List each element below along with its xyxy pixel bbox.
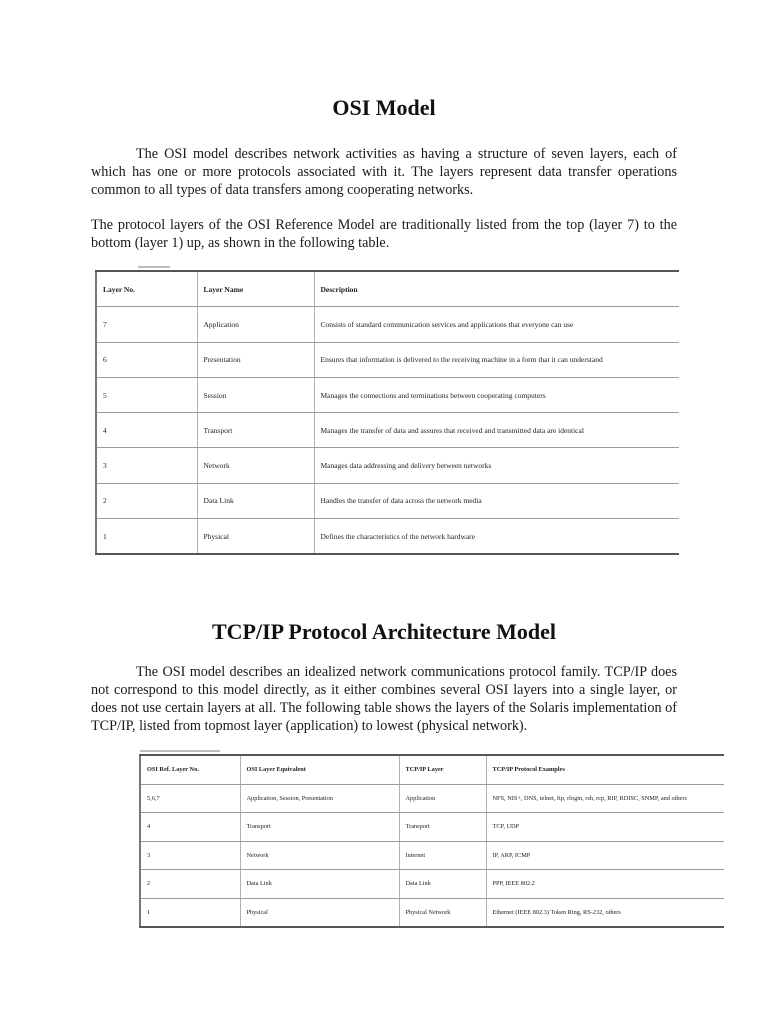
table-cell: Handles the transfer of data across the network media xyxy=(314,483,679,518)
column-header: TCP/IP Protocol Examples xyxy=(486,755,724,784)
table-caption-remnant xyxy=(138,266,170,268)
table-cell: Internet xyxy=(399,841,486,870)
table-cell: Consists of standard communication services and applications that everyone can use xyxy=(314,307,679,342)
table-row xyxy=(140,870,724,899)
column-header: OSI Layer Equivalent xyxy=(240,755,399,784)
table-cell: Ethernet (IEEE 802.3) Token Ring, RS-232, others xyxy=(486,898,724,927)
column-header: Layer No. xyxy=(96,271,197,307)
table-cell: Application, Session, Presentation xyxy=(240,784,399,813)
table-cell: Network xyxy=(197,448,314,483)
table-cell: Manages the transfer of data and assures that received and transmitted data are identical xyxy=(314,413,679,448)
table-cell: Application xyxy=(399,784,486,813)
table-cell: 4 xyxy=(96,413,197,448)
table-cell: NFS, NIS+, DNS, telnet, ftp, rlogin, rsh, rcp, RIP, RDISC, SNMP, and others xyxy=(486,784,724,813)
table-header-row xyxy=(140,755,724,784)
column-header: Description xyxy=(314,271,679,307)
table-cell: TCP, UDP xyxy=(486,813,724,842)
table-cell: Physical Network xyxy=(399,898,486,927)
table-cell: Physical xyxy=(240,898,399,927)
table-cell: IP, ARP, ICMP xyxy=(486,841,724,870)
table-cell: 1 xyxy=(96,519,197,555)
table-row xyxy=(140,898,724,927)
table-cell: 3 xyxy=(140,841,240,870)
table-row xyxy=(96,448,679,483)
table-cell: Data Link xyxy=(197,483,314,518)
table-row xyxy=(140,784,724,813)
table-cell: Presentation xyxy=(197,342,314,377)
table-cell: 5 xyxy=(96,377,197,412)
table-cell: Data Link xyxy=(240,870,399,899)
table-row xyxy=(140,841,724,870)
osi-table-intro-paragraph: The protocol layers of the OSI Reference Model are traditionally listed from the top (layer 7) to the bottom (layer 1) up, as shown in the following table. xyxy=(91,217,677,251)
table-cell: Defines the characteristics of the network hardware xyxy=(314,519,679,555)
table-caption-remnant xyxy=(140,750,220,752)
table-cell: 1 xyxy=(140,898,240,927)
table-cell: Session xyxy=(197,377,314,412)
table-cell: Transport xyxy=(197,413,314,448)
table-cell: 2 xyxy=(140,870,240,899)
osi-intro-text: The OSI model describes network activities as having a structure of seven layers, each of which has one or more protocols associated with it. The layers represent data transfer operations common to all types of data transfers among cooperating networks. xyxy=(91,146,677,198)
table-cell: PPP, IEEE 802.2 xyxy=(486,870,724,899)
table-cell: Transport xyxy=(240,813,399,842)
table-row xyxy=(96,413,679,448)
table-row xyxy=(96,377,679,412)
osi-intro-paragraph xyxy=(91,145,677,199)
table-cell: Ensures that information is delivered to the receiving machine in a form that it can understand xyxy=(314,342,679,377)
table-header-row xyxy=(96,271,679,307)
table-cell: Physical xyxy=(197,519,314,555)
table-cell: 3 xyxy=(96,448,197,483)
table-row xyxy=(96,342,679,377)
table-cell: Manages the connections and terminations between cooperating computers xyxy=(314,377,679,412)
table-cell: Application xyxy=(197,307,314,342)
table-cell: Transport xyxy=(399,813,486,842)
tcpip-intro-paragraph xyxy=(91,663,677,735)
column-header: TCP/IP Layer xyxy=(399,755,486,784)
table-cell: Manages data addressing and delivery between networks xyxy=(314,448,679,483)
section-title-osi-model: OSI Model xyxy=(332,95,436,120)
table-cell: 2 xyxy=(96,483,197,518)
table-cell: Network xyxy=(240,841,399,870)
table-cell: 7 xyxy=(96,307,197,342)
tcpip-intro-text: The OSI model describes an idealized network communications protocol family. TCP/IP does not correspond to this model directly, as it either combines several OSI layers into a single layer, or does not use certain layers at all. The following table shows the layers of the Solaris implementation of TCP/IP, listed from topmost layer (application) to lowest (physical network). xyxy=(91,664,677,734)
table-row xyxy=(96,307,679,342)
tcpip-layers-table xyxy=(139,754,724,928)
table-cell: 6 xyxy=(96,342,197,377)
table-cell: 4 xyxy=(140,813,240,842)
table-row xyxy=(140,813,724,842)
column-header: Layer Name xyxy=(197,271,314,307)
column-header: OSI Ref. Layer No. xyxy=(140,755,240,784)
table-cell: 5,6,7 xyxy=(140,784,240,813)
table-row xyxy=(96,483,679,518)
table-cell: Data Link xyxy=(399,870,486,899)
table-row xyxy=(96,519,679,555)
section-title-tcpip-model: TCP/IP Protocol Architecture Model xyxy=(212,619,556,644)
osi-layers-table xyxy=(95,270,679,555)
